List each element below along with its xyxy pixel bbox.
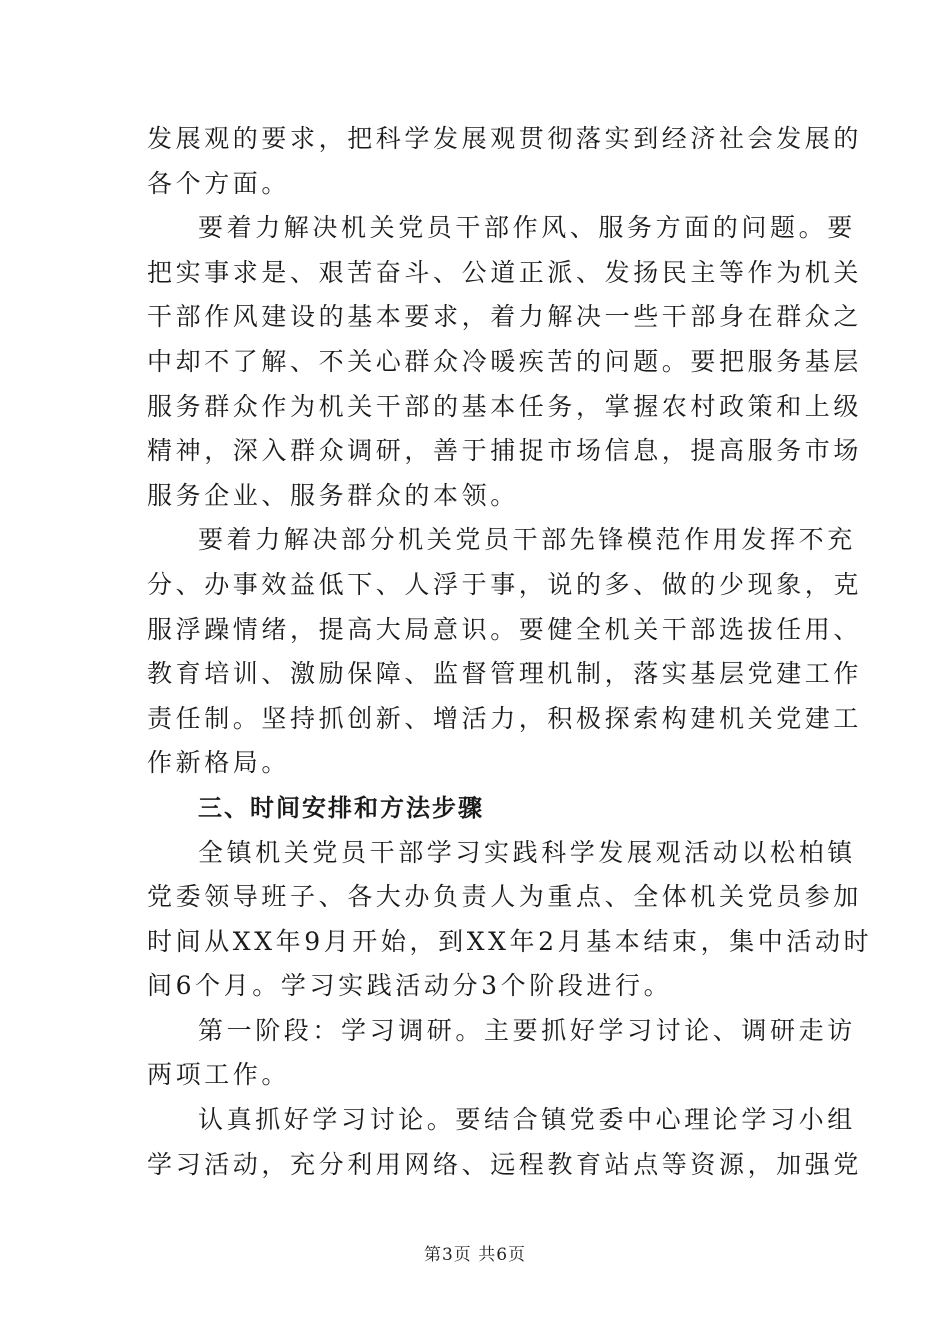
body-line-20: 间6个月。学习实践活动分3个阶段进行。 (147, 971, 673, 1001)
paragraph-start-line-21: 第一阶段：学习调研。主要抓好学习讨论、调研走访 (198, 1015, 856, 1045)
paragraph-start-line-23: 认真抓好学习讨论。要结合镇党委中心理论学习小组 (198, 1105, 856, 1135)
body-line-24: 学习活动，充分利用网络、远程教育站点等资源，加强党 (147, 1149, 863, 1179)
body-line-2: 各个方面。 (147, 168, 291, 198)
body-line-14: 责任制。坚持抓创新、增活力，积极探索构建机关党建工 (147, 703, 863, 733)
body-line-7: 服务群众作为机关干部的基本任务，掌握农村政策和上级 (147, 391, 863, 421)
body-line-9: 服务企业、服务群众的本领。 (147, 480, 519, 510)
body-line-5: 干部作风建设的基本要求，着力解决一些干部身在群众之 (147, 302, 863, 332)
paragraph-start-line-10: 要着力解决部分机关党员干部先锋模范作用发挥不充 (198, 525, 856, 555)
section-heading: 三、时间安排和方法步骤 (198, 793, 484, 822)
document-body (147, 117, 873, 1187)
body-line-6: 中却不了解、不关心群众冷暖疾苦的问题。要把服务基层 (147, 346, 863, 376)
paragraph-start-line-3: 要着力解决机关党员干部作风、服务方面的问题。要 (198, 213, 856, 243)
body-line-8: 精神，深入群众调研，善于捕捉市场信息，提高服务市场 (147, 436, 863, 466)
body-line-1: 发展观的要求，把科学发展观贯彻落实到经济社会发展的 (147, 124, 863, 153)
paragraph-start-line-17: 全镇机关党员干部学习实践科学发展观活动以松柏镇 (198, 837, 856, 867)
body-line-4: 把实事求是、艰苦奋斗、公道正派、发扬民主等作为机关 (147, 257, 863, 287)
body-line-12: 服浮躁情绪，提高大局意识。要健全机关干部选拔任用、 (147, 614, 863, 644)
body-line-11: 分、办事效益低下、人浮于事，说的多、做的少现象，克 (147, 569, 863, 599)
body-line-18: 党委领导班子、各大办负责人为重点、全体机关党员参加 (147, 882, 863, 912)
page-number-footer: 第3页 共6页 (423, 1245, 527, 1265)
body-line-22: 两项工作。 (147, 1060, 291, 1090)
body-line-15: 作新格局。 (147, 748, 291, 778)
body-line-13: 教育培训、激励保障、监督管理机制，落实基层党建工作 (147, 659, 863, 689)
body-line-19: 时间从XX年9月开始，到XX年2月基本结束，集中活动时 (147, 926, 873, 956)
